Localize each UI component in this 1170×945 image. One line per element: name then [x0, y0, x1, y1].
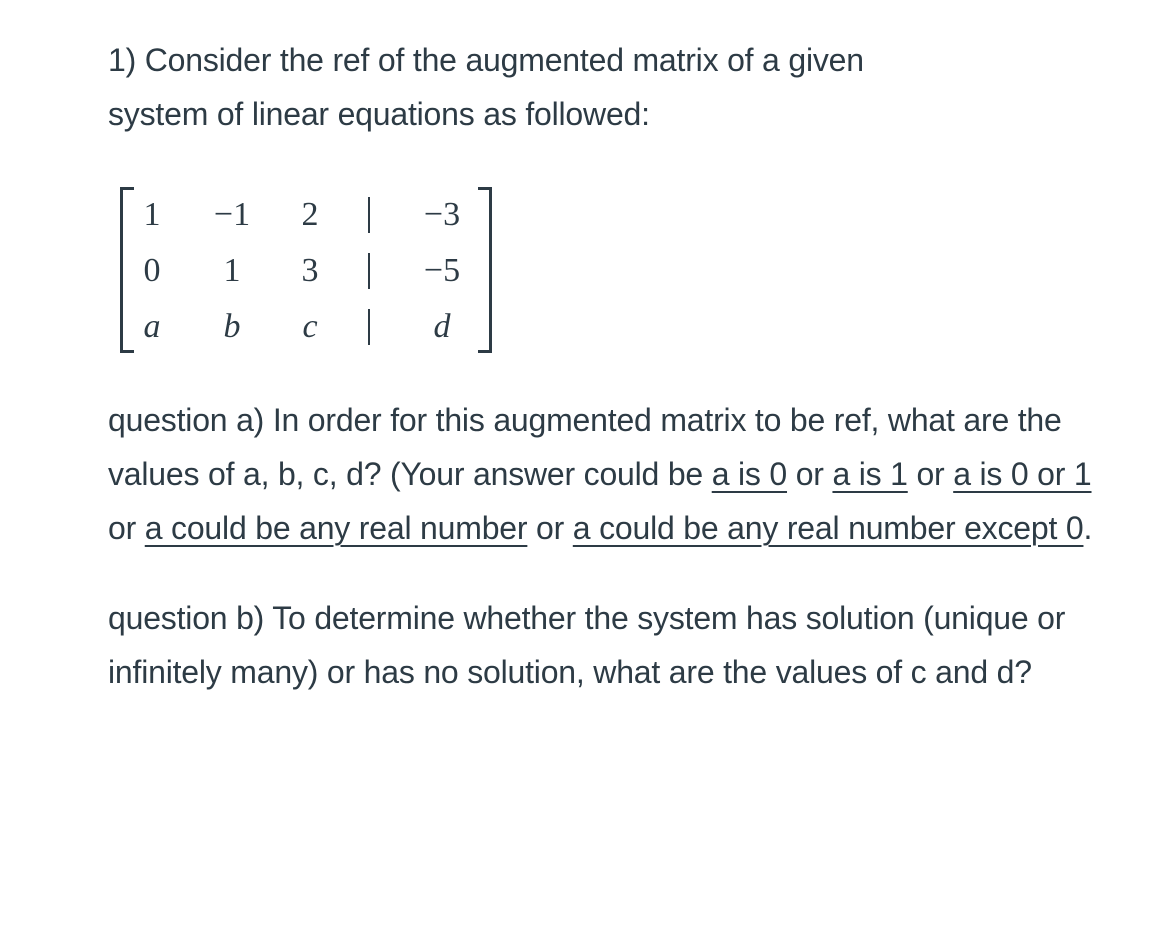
question-b: question b) To determine whether the system has solution (unique or infinitely many) or has no solution, what are the values of c and d? — [108, 600, 1066, 690]
matrix-cell-r3c1: a — [143, 308, 161, 345]
matrix-cell-r2c2: 1 — [223, 252, 241, 289]
augmented-matrix — [108, 187, 498, 353]
answer-option-a-is-1: a is 1 — [832, 456, 908, 492]
or-separator: or — [108, 510, 145, 546]
or-separator: or — [527, 510, 573, 546]
matrix-cell-r1c4: −3 — [423, 196, 461, 233]
matrix-cell-r3c4: d — [433, 308, 451, 345]
or-separator: or — [907, 456, 954, 492]
matrix-separator-r2 — [368, 253, 370, 289]
question-content — [108, 33, 1108, 699]
question-a-prefix: question a) In order for this augmented matrix to be ref, what are the values of a, b, c, d? (Your answer could be — [108, 402, 1062, 492]
matrix-cell-r1c2: −1 — [213, 196, 251, 233]
answer-option-a-is-0: a is 0 — [711, 456, 788, 492]
question-a — [108, 393, 1108, 555]
answer-option-any-real: a could be any real number — [144, 510, 528, 546]
matrix-separator-r3 — [368, 309, 370, 345]
matrix-cell-r2c3: 3 — [301, 252, 319, 289]
answer-option-a-is-0-or-1: a is 0 or 1 — [953, 456, 1092, 492]
matrix-cell-r3c2: b — [223, 308, 241, 345]
answer-option-any-real-except-0: a could be any real number except 0 — [572, 510, 1084, 546]
matrix-cell-r1c3: 2 — [301, 196, 319, 233]
matrix-cell-r1c1: 1 — [143, 196, 161, 233]
or-separator: or — [787, 456, 833, 492]
question-a-suffix: . — [1083, 510, 1093, 546]
matrix-cell-r3c3: c — [302, 308, 318, 345]
intro-paragraph — [108, 33, 1108, 141]
matrix-right-bracket — [478, 187, 492, 353]
matrix-cell-r2c4: −5 — [423, 252, 461, 289]
intro-line-2: system of linear equations as followed: — [108, 96, 650, 132]
matrix-cell-r2c1: 0 — [143, 252, 161, 289]
matrix-separator-r1 — [368, 197, 370, 233]
intro-line-1: 1) Consider the ref of the augmented matrix of a given — [108, 42, 864, 78]
